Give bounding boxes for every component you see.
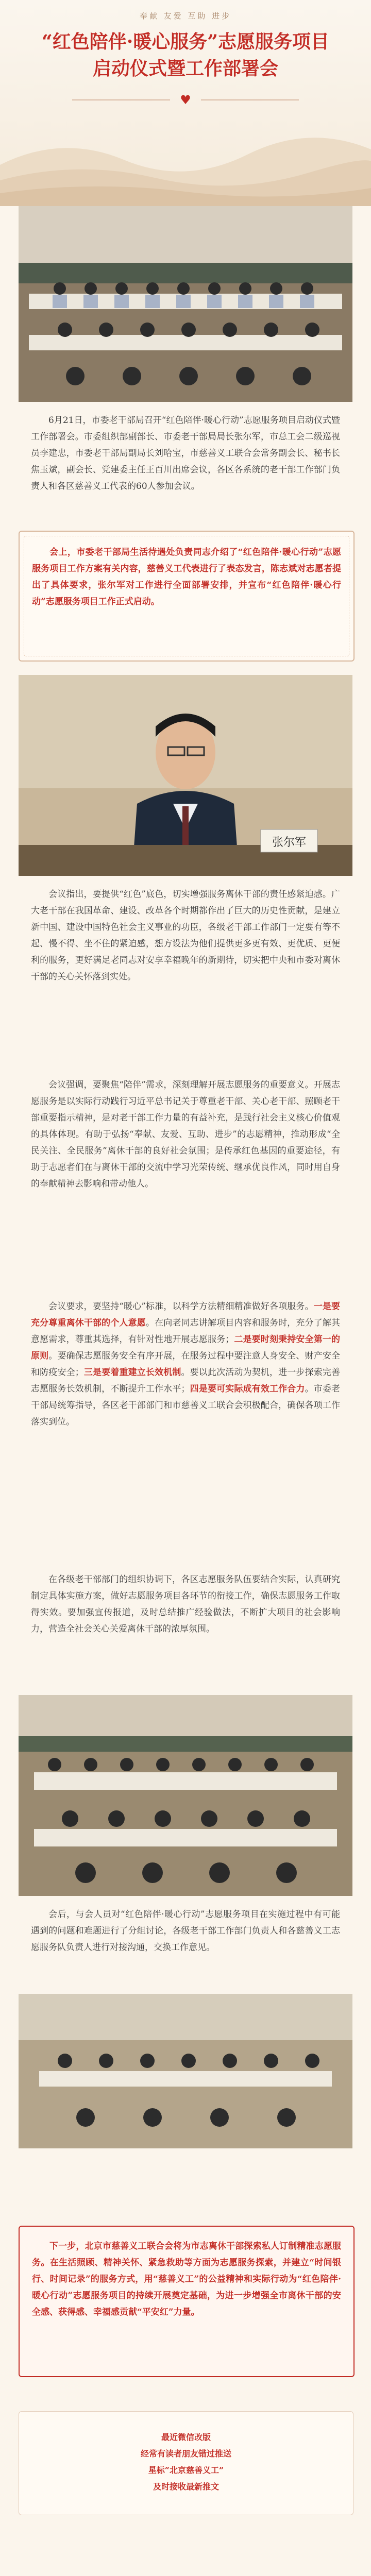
highlight-frame [19,531,355,662]
paragraph-requirements: 会议要求，要坚持“暖心”标准，以科学方法精细精准做好各项服务。一是要充分尊重离休干部的个人意愿。在向老同志讲解项目内容和服务时，充分了解其意愿需求，尊重其选择，有针对性地开展志愿服务；二是要时刻秉持安全第一的原则。要确保志愿服务安全有序开展，在服务过程中要注意人身安全、财产安全和防疫安全；三是要着重建立长效机制。要以此次活动为契机，进一步探索完善志愿服务长效机制，不断提升工作水平；四是要可实际成有效工作合力。市委老干部局统筹指导，各区老干部部门和市慈善义工联合会积极配合，确保各项工作落实到位。 [31,1301,341,1427]
nameplate: 张尔军 [272,836,306,849]
paragraph-implementation: 在各级老干部部门的组织协调下，各区志愿服务队伍要结合实际，认真研究制定具体实施方案，做好志愿服务项目各环节的衔接工作，确保志愿服务工作取得实效。要加强宣传报道，及时总结推广经验做法，不断扩大项目的社会影响力，营造全社会关心关爱离休干部的浓厚氛围。 [31,1574,340,1634]
divider-right [201,99,299,100]
hills-decoration [0,103,371,206]
requirement-2: 二是要时刻秉持安全第一的原则 [31,1334,340,1361]
header-banner [0,0,371,206]
paragraph-meeting-content: 会上，市委老干部局生活待遇处负责同志介绍了“红色陪伴·暖心行动”志愿服务项目工作方案有关内容，慈善义工代表进行了表态发言，陈志斌对志愿者提出了具体要求，张尔军对工作进行全面部署安排，并宣布“红色陪伴·暖心行动”志愿服务项目工作正式启动。 [32,547,341,607]
next-steps-box [19,2226,355,2377]
divider-left [72,99,170,100]
tip-line-2: 经常有读者朋友错过推送 [140,2449,231,2459]
meeting-photo-1 [19,206,352,402]
paragraph-after-meeting: 会后，与会人员对“红色陪伴·暖心行动”志愿服务项目在实施过程中有可能遇到的问题和难题进行了分组讨论，各级老干部工作部门负责人和各慈善义工志愿服务队负责人进行对接沟通，交换工作意见。 [31,1909,340,1953]
requirement-4: 四是要可实际成有效工作合力 [190,1384,305,1394]
heart-icon: ♥ [180,93,191,107]
paragraph-intro: 6月21日，市委老干部局召开“红色陪伴·暖心行动”志愿服务项目启动仪式暨工作部署会。市委组织部副部长、市委老干部局局长张尔军，市总工会二级巡视员李建忠，市委老干部局副局长刘哈宝，市慈善义工联合会常务副会长、秘书长焦玉斌，副会长、党建委主任王百川出席会议，各区各系统的老干部工作部门负责人和各区慈善义工代表的60人参加会议。 [31,415,340,492]
title-line-2: 启动仪式暨工作部署会 [92,58,278,79]
speaker-photo [19,675,352,876]
tip-line-4: 及时接收最新推文 [153,2482,219,2492]
tip-line-3: 星标“北京慈善义工” [148,2465,224,2475]
group-photo [19,1994,352,2148]
subscribe-tip [19,2411,353,2515]
next-steps-text: 下一步，北京市慈善义工联合会将为市志离休干部探索私人订制精准志愿服务。在生活照顾、精神关怀、紧急救助等方面为志愿服务探索，并建立“时间银行、时间记录”的服务方式，用“慈善义工”的公益精神和实际行动为“红色陪伴·暖心行动”志愿服务项目的持续开展奠定基础，为进一步增强全市离休干部的安全感、获得感、幸福感贡献“平安红”力量。 [32,2241,341,2317]
paragraph-meeting-point-1: 会议指出，要提供“红色”底色，切实增强服务离休干部的责任感紧迫感。广大老干部在我国革命、建设、改革各个时期都作出了巨大的历史性贡献，是建立新中国、建设中国特色社会主义事业的功臣，各级老干部工作部门一定要有等不起、慢不得、坐不住的紧迫感，想方设法为他们提供更多更有效、更优质、更便利的服务，更好满足老同志对安享幸福晚年的新期待，切实把中央和市委对离休干部的关心关怀落到实处。 [31,889,340,982]
requirement-3: 三是要着重建立长效机制 [83,1367,181,1378]
meeting-photo-2 [19,1695,352,1896]
paragraph-meeting-point-2: 会议强调，要聚焦“陪伴”需求，深刻理解开展志愿服务的重要意义。开展志愿服务是以实际行动践行习近平总书记关于尊重老干部、关心老干部、照顾老干部重要指示精神，是对老干部工作力量的有益补充，是践行社会主义核心价值观的具体体现。有助于弘扬“奉献、友爱、互助、进步”的志愿精神，推动形成“全民关注、全民服务”离休干部的良好社会氛围；是传承红色基因的重要途径，有助于志愿者们在与离休干部的交流中学习光荣传统、继承优良作风，同时用自身的奉献精神去影响和带动他人。 [31,1080,340,1189]
title-line-1: “红色陪伴·暖心服务”志愿服务项目 [42,31,329,53]
requirement-1: 一是要充分尊重离休干部的个人意愿 [31,1301,340,1328]
page-title [15,28,356,82]
slogan: 奉献 友爱 互助 进步 [139,11,232,21]
tip-line-1: 最近微信改版 [161,2432,211,2442]
